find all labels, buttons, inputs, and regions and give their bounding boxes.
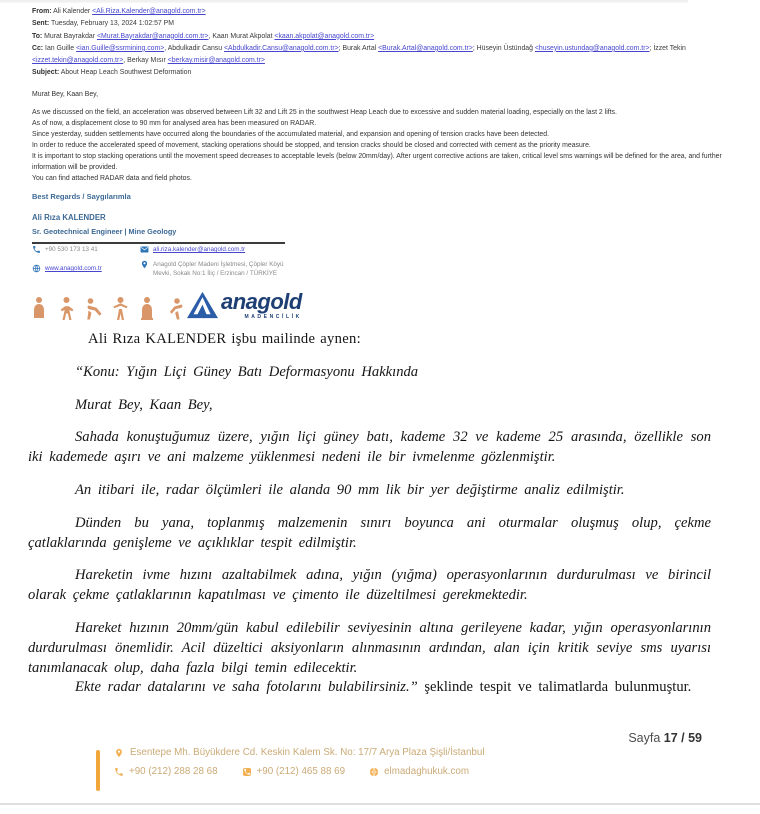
quoted-closing-roman: şeklinde tespit ve talimatlarda bulunmuştur. <box>417 679 692 696</box>
cc-line <box>32 43 736 68</box>
email-excerpt <box>32 6 736 184</box>
signature-email <box>140 245 245 254</box>
to-name: Murat Bayrakdar <box>42 32 97 40</box>
footer-phone <box>114 766 218 777</box>
cc-name: , Abdulkadir Cansu <box>164 44 225 52</box>
quoted-paragraph: Dünden bu yana, toplanmış malzemenin sınırı boyunca ani oturmalar oluşmuş olup, çekme çatlaklarında genişleme ve açıklıklar tespit edilmiştir. <box>28 514 711 551</box>
signature-website-link[interactable]: www.anagold.com.tr <box>45 265 102 272</box>
footer-phone-number: +90 (212) 288 28 68 <box>129 766 218 777</box>
quoted-paragraph: Hareket hızının 20mm/gün kabul edilebilir seviyesinin altına gerileyene kadar, yığın operasyonlarının durdurulması önemlidir. Acil düzeltici aksiyonların alınmasının ardından, alan için kritik seviye sms uyarısı tanımlanacak olup, daha fazla bilgi temin edilecektir. <box>28 619 711 676</box>
to-label: To: <box>32 32 43 40</box>
signature-address <box>140 260 300 278</box>
bottom-divider <box>0 803 760 805</box>
email-body-line: It is important to stop stacking operations until the movement speed decreases to acceptable levels (below 20mm/day). After urgent corrective actions are taken, critical level sms warnings will be defined for the area, and further information will be provided. <box>32 152 722 171</box>
cc-name: ; Burak Artal <box>338 44 379 52</box>
email-body-line: As we discussed on the field, an acceleration was observed between Lift 32 and Lift 25 in the southwest Heap Leach due to excessive and sudden material loading, especially on the last 2 lifts. <box>32 108 617 116</box>
cc-name: , Berkay Mısır <box>123 57 168 65</box>
safety-pictogram-icon <box>138 296 157 321</box>
footer-fax <box>242 766 346 777</box>
sent-line <box>32 18 736 30</box>
cc-name: Ian Guille <box>43 44 77 52</box>
page-number-label: Sayfa <box>628 731 664 745</box>
footer-website-text: elmadaghukuk.com <box>384 766 470 777</box>
law-firm-footer <box>96 747 485 777</box>
quoted-paragraph: Sahada konuştuğumuz üzere, yığın liçi güney batı, kademe 32 ve kademe 25 arasında, özellikle son iki kademede aşırı ve ani malzeme yüklenmesi nedeni ile bir ivmelenme gözlenmiştir. <box>28 429 711 466</box>
quoted-closing-italic: Ekte radar datalarını ve saha fotolarını bulabilirsiniz.” <box>75 679 418 696</box>
signature-regards: Best Regards / Saygılarımla <box>32 192 131 201</box>
quoted-closing <box>28 678 711 698</box>
sent-label: Sent: <box>32 20 50 28</box>
phone-icon <box>32 245 41 254</box>
email-body-line: You can find attached RADAR data and field photos. <box>32 174 192 182</box>
from-label: From: <box>32 8 52 15</box>
from-address-link[interactable]: <Ali.Riza.Kalender@anagold.com.tr> <box>92 8 206 15</box>
email-body <box>32 89 736 184</box>
signature-website <box>32 264 102 273</box>
top-divider <box>0 0 688 3</box>
spacer <box>32 100 736 107</box>
globe-icon <box>369 767 379 777</box>
signature-phone <box>32 245 98 254</box>
subject-label: Subject: <box>32 69 60 77</box>
fax-icon <box>242 767 252 777</box>
safety-pictogram-row <box>30 296 184 321</box>
to-name: , Kaan Murat Akpolat <box>208 32 275 40</box>
to-line <box>32 31 736 43</box>
footer-contact-row <box>114 766 485 777</box>
safety-pictogram-icon <box>30 296 49 321</box>
logo-subtext: MADENCİLİK <box>244 314 302 320</box>
to-address-link[interactable]: <Murat.Bayrakdar@anagold.com.tr> <box>96 32 209 40</box>
safety-pictogram-icon <box>84 296 103 321</box>
phone-icon <box>114 767 124 777</box>
cc-name: ; Hüseyin Üstündağ <box>472 44 535 52</box>
cc-address-link[interactable]: <huseyin.ustundag@anagold.com.tr> <box>534 44 650 52</box>
quoted-greeting: Murat Bey, Kaan Bey, <box>75 396 213 413</box>
cc-name: ; İzzet Tekin <box>649 44 686 52</box>
signature-divider <box>32 242 285 244</box>
signature-phone-number: +90 530 173 13 41 <box>45 246 98 253</box>
footer-address-row <box>114 747 485 758</box>
globe-icon <box>32 264 41 273</box>
email-body-line: In order to reduce the accelerated speed of movement, stacking operations should be stopped, and tension cracks should be closed and corrected with cement as the priority measure. <box>32 141 591 149</box>
map-pin-icon <box>114 748 124 758</box>
quoted-paragraph: Hareketin ivme hızını azaltabilmek adına, yığın (yığma) operasyonlarının durdurulması ve birincil olarak çekme çatlaklarının kapatılması ve çimento ile düzeltilmesi gerekmektedir. <box>28 567 711 604</box>
cc-address-link[interactable]: <izzet.tekin@anagold.com.tr> <box>32 57 124 65</box>
envelope-icon <box>140 245 149 254</box>
footer-address: Esentepe Mh. Büyükdere Cd. Keskin Kalem Sk. No: 17/7 Arya Plaza Şişli/İstanbul <box>130 747 485 758</box>
quoted-paragraph: An itibari ile, radar ölçümleri ile alanda 90 mm lik bir yer değiştirme analiz edilmiştir. <box>75 481 625 498</box>
email-signature <box>32 192 285 244</box>
to-address-link[interactable]: <kaan.akpolat@anagold.com.tr> <box>274 32 375 40</box>
page-number-value: 17 / 59 <box>663 731 702 745</box>
logo-wordmark: anagold <box>221 289 302 314</box>
safety-pictogram-icon <box>165 296 184 321</box>
safety-pictogram-icon <box>111 296 130 321</box>
signature-title: Sr. Geotechnical Engineer | Mine Geology <box>32 227 177 236</box>
quoted-email-translation <box>28 330 711 711</box>
footer-website <box>369 766 469 777</box>
email-body-line: As of now, a displacement close to 90 mm for analysed area has been measured on RADAR. <box>32 119 317 127</box>
subject-line <box>32 67 736 79</box>
map-pin-icon <box>140 260 149 269</box>
from-line <box>32 6 736 18</box>
footer-accent-bar <box>96 750 100 791</box>
page-number <box>628 731 702 745</box>
footer-fax-number: +90 (212) 465 88 69 <box>256 766 346 777</box>
signature-name: Ali Rıza KALENDER <box>32 213 106 222</box>
signature-address-text: Anagold Çöpler Madeni İşletmesi, Çöpler Köyü Mevki, Sokak No:1 İliç / Erzincan / TÜRKİYE <box>153 261 284 277</box>
cc-address-link[interactable]: <Abdulkadir.Cansu@anagold.com.tr> <box>224 44 339 52</box>
cc-address-link[interactable]: <ian.Guille@ssrmining.com> <box>76 44 165 52</box>
logo-triangle-icon <box>187 291 218 319</box>
signature-email-link[interactable]: ali.riza.kalender@anagold.com.tr <box>153 246 246 253</box>
sent-value: Tuesday, February 13, 2024 1:02:57 PM <box>49 20 174 28</box>
quoted-intro: Ali Rıza KALENDER işbu mailinde aynen: <box>88 331 361 347</box>
subject-value: About Heap Leach Southwest Deformation <box>59 69 192 77</box>
anagold-logo <box>187 291 302 320</box>
email-greeting: Murat Bey, Kaan Bey, <box>32 90 99 98</box>
email-body-line: Since yesterday, sudden settlements have occurred along the boundaries of the accumulated material, and expansion and opening of tension cracks have been detected. <box>32 130 550 138</box>
safety-pictogram-icon <box>57 296 76 321</box>
quoted-subject: “Konu: Yığın Liçi Güney Batı Deformasyonu Hakkında <box>75 363 419 380</box>
from-name: Ali Kalender <box>51 8 93 15</box>
cc-address-link[interactable]: <Burak.Artal@anagold.com.tr> <box>378 44 473 52</box>
cc-address-link[interactable]: <berkay.misir@anagold.com.tr> <box>167 57 265 65</box>
cc-label: Cc: <box>32 44 44 52</box>
